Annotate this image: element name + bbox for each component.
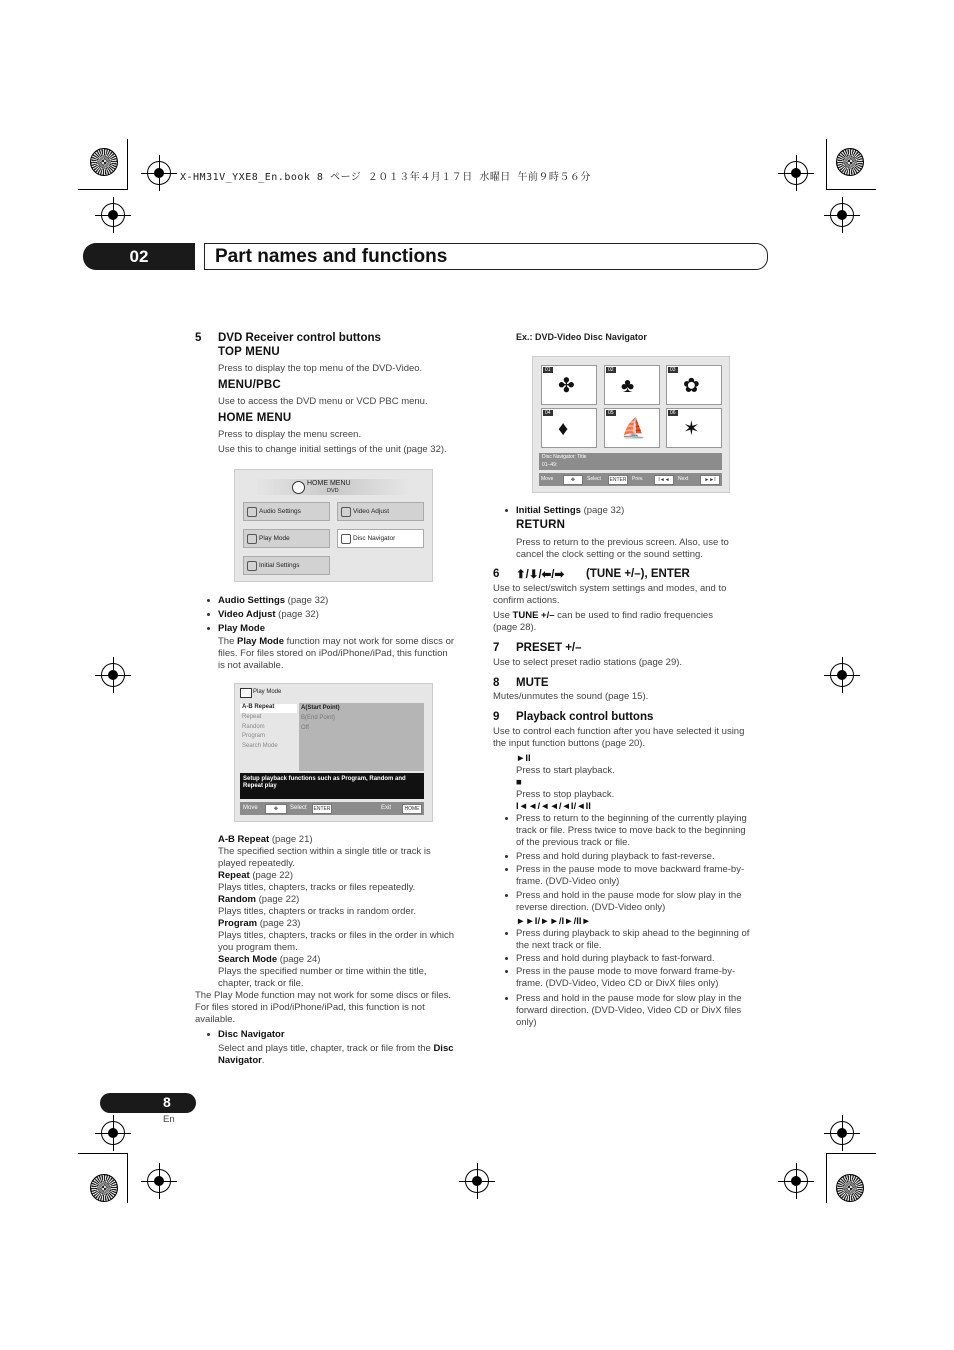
crosshair-mark — [147, 161, 171, 185]
menu-pbc-text: Use to access the DVD menu or VCD PBC menu. — [218, 396, 428, 407]
help-text-box: Setup playback functions such as Program, Random and Repeat play — [240, 773, 424, 799]
thumbnail-04[interactable]: 04 ♦ — [541, 408, 597, 448]
section-8-text: Mutes/unmutes the sound (page 15). — [493, 691, 649, 702]
forward-bullet-3: Press in the pause mode to move forward frame-by- frame. (DVD-Video, Video CD or DivX files only) — [516, 966, 736, 989]
bullet-initial-settings: Initial Settings (page 32) — [516, 505, 625, 516]
menu-item-random[interactable]: Random — [242, 724, 265, 730]
bullet-video-adjust: Video Adjust (page 32) — [218, 609, 319, 620]
move-label: Move — [243, 805, 258, 811]
menu-item-program[interactable]: Program — [242, 733, 266, 739]
next-button[interactable]: ►►I — [700, 475, 720, 485]
crop-mark — [78, 1153, 128, 1154]
home-button[interactable]: HOME — [402, 804, 422, 814]
forward-bullet-1: Press during playback to skip ahead to the beginning of the next track or file. — [516, 928, 750, 951]
option-end-point[interactable]: B(End Point) — [301, 715, 336, 721]
random-heading: Random (page 22) — [218, 894, 300, 905]
section-9-number: 9 — [493, 711, 500, 723]
menu-pbc-heading: MENU/PBC — [218, 379, 281, 391]
play-text: Press to start playback. — [516, 765, 615, 776]
enter-button[interactable]: ENTER — [609, 477, 627, 483]
bullet-dot — [505, 509, 508, 512]
forward-buttons-icon: ►►I/►►/I►/II► — [516, 916, 591, 927]
audio-settings-button[interactable]: Audio Settings — [243, 502, 330, 521]
registration-sun-bottom-left — [90, 1174, 118, 1202]
bullet-dot — [505, 817, 508, 820]
top-menu-heading: TOP MENU — [218, 346, 280, 358]
crosshair-mark — [465, 1169, 489, 1193]
play-mode-availability-note: The Play Mode function may not work for some discs or files. For files stored in iPod/iPhone/iPad, this function is not available. — [195, 990, 452, 1025]
repeat-heading: Repeat (page 22) — [218, 870, 293, 881]
bullet-dot — [505, 957, 508, 960]
option-panel — [299, 703, 424, 771]
program-heading: Program (page 23) — [218, 918, 301, 929]
home-menu-text-2: Use this to change initial settings of the unit (page 32). — [218, 444, 447, 455]
crop-mark — [826, 189, 876, 190]
bullet-play-mode: Play Mode — [218, 623, 265, 634]
page-number: 8 — [163, 1094, 171, 1110]
initial-settings-button[interactable]: Initial Settings — [243, 556, 330, 575]
bullet-dot — [207, 627, 210, 630]
prev-label: Prev. — [632, 476, 644, 482]
play-mode-note: The Play Mode function may not work for some discs or files. For files stored on iPod/iPhone/iPad, this function is not available. — [218, 636, 455, 671]
thumbnail-02[interactable]: 02 ♣ — [604, 365, 660, 405]
repeat-text: Plays titles, chapters, tracks or files repeatedly. — [218, 882, 416, 893]
program-text: Plays titles, chapters, tracks or files in the order in which you program them. — [218, 930, 455, 953]
thumbnail-03[interactable]: 03 ✿ — [666, 365, 722, 405]
return-heading: RETURN — [516, 519, 566, 531]
disc-navigator-button[interactable]: Disc Navigator — [337, 529, 424, 548]
registration-sun-top-left — [90, 148, 118, 176]
section-5-title: DVD Receiver control buttons — [218, 332, 381, 344]
crop-mark — [127, 139, 128, 189]
exit-label: Exit — [381, 805, 392, 811]
option-start-point[interactable]: A(Start Point) — [301, 705, 340, 711]
top-menu-text: Press to display the top menu of the DVD-Video. — [218, 363, 423, 374]
registration-sun-bottom-right — [836, 1174, 864, 1202]
bullet-dot — [505, 997, 508, 1000]
video-icon — [341, 507, 351, 517]
next-label: Next — [678, 476, 689, 482]
crop-mark — [127, 1153, 128, 1203]
disc-navigator-icon — [341, 534, 351, 544]
reverse-bullet-2: Press and hold during playback to fast-reverse. — [516, 851, 715, 862]
disc-navigator-text: Select and plays title, chapter, track or file from the Disc Navigator. — [218, 1043, 454, 1066]
thumbnail-01[interactable]: 01 ✤ — [541, 365, 597, 405]
home-menu-screen-title: HOME MENU — [307, 480, 351, 487]
play-mode-icon — [247, 534, 257, 544]
enter-button[interactable]: ENTER — [313, 806, 331, 812]
example-label: Ex.: DVD-Video Disc Navigator — [516, 332, 647, 342]
crop-mark — [826, 1153, 827, 1203]
section-6-tune-text: Use TUNE +/– can be used to find radio frequencies (page 28). — [493, 610, 713, 633]
select-label: Select — [587, 476, 601, 482]
play-mode-screen — [234, 683, 433, 822]
move-arrows-icon: ✥ — [563, 475, 583, 485]
return-text: Press to return to the previous screen. Also, use to cancel the clock setting or the sound setting. — [516, 537, 729, 560]
bullet-dot — [207, 1033, 210, 1036]
settings-icon — [247, 561, 257, 571]
crosshair-mark — [101, 663, 125, 687]
crop-mark — [826, 1153, 876, 1154]
stop-text: Press to stop playback. — [516, 789, 615, 800]
crosshair-mark — [830, 203, 854, 227]
menu-item-ab-repeat[interactable]: A-B Repeat — [240, 704, 297, 713]
forward-bullet-4: Press and hold in the pause mode for slow play in the forward direction. (DVD-Video, Video CD or DivX files only) — [516, 993, 742, 1028]
ab-repeat-text: The specified section within a single title or track is played repeatedly. — [218, 846, 431, 869]
option-off[interactable]: Off — [301, 725, 309, 731]
section-9-title: Playback control buttons — [516, 711, 654, 723]
play-pause-icon: ►II — [516, 753, 531, 764]
reverse-buttons-icon: I◄◄/◄◄/◄I/◄II — [516, 801, 591, 812]
bullet-audio-settings: Audio Settings (page 32) — [218, 595, 329, 606]
bullet-dot — [505, 868, 508, 871]
forward-bullet-2: Press and hold during playback to fast-forward. — [516, 953, 715, 964]
play-mode-screen-title: Play Mode — [253, 689, 282, 695]
crop-mark — [78, 189, 128, 190]
bullet-dot — [505, 855, 508, 858]
section-7-title: PRESET +/– — [516, 642, 582, 654]
registration-sun-top-right — [836, 148, 864, 176]
section-6-number: 6 — [493, 568, 500, 580]
thumbnail-05[interactable]: 05 ⛵ — [604, 408, 660, 448]
reverse-bullet-1: Press to return to the beginning of the currently playing track or file. Press twice to move back to the beginning of the previous track or file. — [516, 813, 747, 848]
crosshair-mark — [830, 1121, 854, 1145]
section-8-number: 8 — [493, 677, 500, 689]
crop-mark — [826, 139, 827, 189]
play-mode-button[interactable]: Play Mode — [243, 529, 330, 548]
crosshair-mark — [830, 663, 854, 687]
menu-item-repeat[interactable]: Repeat — [242, 714, 262, 720]
search-mode-heading: Search Mode (page 24) — [218, 954, 321, 965]
headphones-icon — [247, 507, 257, 517]
home-menu-heading: HOME MENU — [218, 412, 292, 424]
section-6-text: Use to select/switch system settings and modes, and to confirm actions. — [493, 583, 727, 606]
page-language: En — [163, 1114, 175, 1125]
home-menu-text-1: Press to display the menu screen. — [218, 429, 362, 440]
section-6-title: (TUNE +/–), ENTER — [586, 568, 690, 580]
crosshair-mark — [147, 1169, 171, 1193]
title-range-label: 01–49: — [542, 462, 558, 468]
ab-repeat-heading: A-B Repeat (page 21) — [218, 834, 313, 845]
home-menu-screen-subtitle: DVD — [327, 488, 339, 494]
select-label: Select — [290, 805, 307, 811]
bullet-dot — [505, 970, 508, 973]
crosshair-mark — [101, 203, 125, 227]
search-mode-text: Plays the specified number or time within the title, chapter, track or file. — [218, 966, 427, 989]
disc-icon — [292, 481, 305, 494]
video-adjust-button[interactable]: Video Adjust — [337, 502, 424, 521]
thumbnail-06[interactable]: 06 ✶ — [666, 408, 722, 448]
home-menu-screen — [234, 469, 433, 582]
move-arrows-icon: ✥ — [265, 804, 287, 814]
previous-button[interactable]: I◄◄ — [654, 475, 674, 485]
bullet-dot — [505, 932, 508, 935]
reverse-bullet-3: Press in the pause mode to move backward frame-by- frame. (DVD-Video only) — [516, 864, 745, 887]
crosshair-mark — [101, 1121, 125, 1145]
bullet-dot — [505, 894, 508, 897]
menu-item-search-mode[interactable]: Search Mode — [242, 743, 278, 749]
crosshair-mark — [784, 161, 808, 185]
section-8-title: MUTE — [516, 677, 549, 689]
section-9-text: Use to control each function after you have selected it using the input function buttons (page 20). — [493, 726, 745, 749]
page-number-tab — [100, 1093, 196, 1113]
bullet-dot — [207, 613, 210, 616]
crosshair-mark — [784, 1169, 808, 1193]
move-label: Move — [541, 476, 554, 482]
section-5-number: 5 — [195, 332, 202, 344]
random-text: Plays titles, chapters or tracks in random order. — [218, 906, 416, 917]
chapter-number: 02 — [83, 243, 195, 270]
reverse-bullet-4: Press and hold in the pause mode for slow play in the reverse direction. (DVD-Video only) — [516, 890, 742, 913]
chapter-title: Part names and functions — [204, 243, 768, 270]
disc-navigator-heading: Disc Navigator — [218, 1029, 285, 1040]
file-info-line: X-HM31V_YXE8_En.book 8 ページ ２０１３年４月１７日 水曜日 午前９時５６分 — [180, 172, 591, 183]
stop-icon: ■ — [516, 777, 522, 788]
arrow-keys-icon: ⬆/⬇/⬅/➡ — [516, 569, 565, 581]
section-7-text: Use to select preset radio stations (page 29). — [493, 657, 683, 668]
disc-navigator-screen — [532, 356, 730, 493]
navigator-title-label: Disc Navigator: Title — [542, 454, 587, 460]
play-mode-icon — [240, 688, 252, 698]
section-7-number: 7 — [493, 642, 500, 654]
bullet-dot — [207, 599, 210, 602]
